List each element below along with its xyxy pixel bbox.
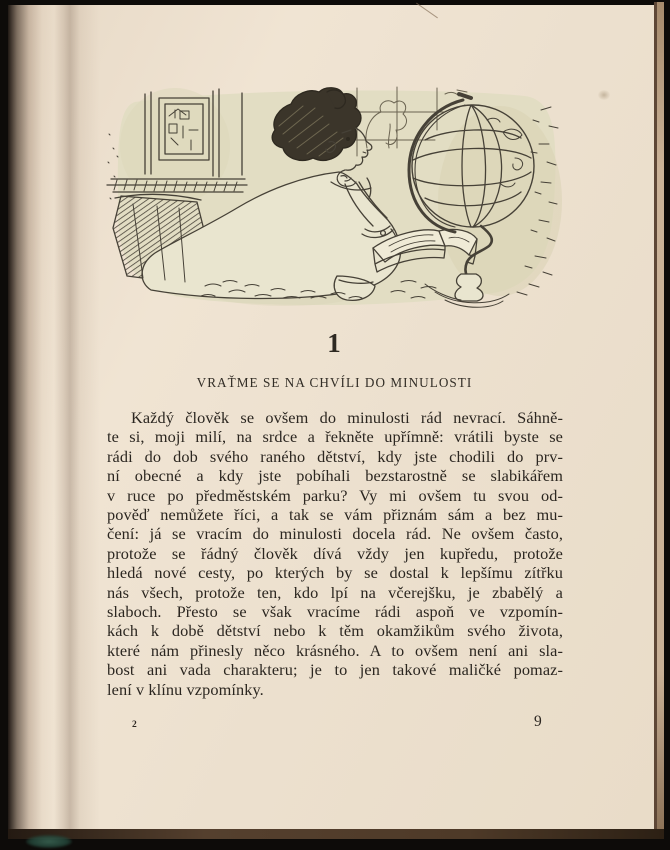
body-paragraph <box>107 408 563 699</box>
page-number: 9 <box>534 713 542 730</box>
body-line: Každý člověk se ovšem do minulosti rád nevrací. Sáhně- <box>131 408 563 427</box>
signature-mark: 2 <box>132 720 137 730</box>
body-line: protože se řádný člověk dívá vždy jen kupředu, protože <box>107 543 563 563</box>
body-line: v ruce po předměstském parku? Vy mi ovšem tu svou od- <box>107 485 563 505</box>
body-line: pověď nemůžete říci, a tak se vám přiznám sám a bez mu- <box>107 505 563 525</box>
page-edge-stack <box>657 2 664 838</box>
body-line: te si, moji milí, na srdce a řekněte upřímně: vrátili byste se <box>107 427 563 447</box>
body-line: bost ani vada charakteru; je to jen takové maličké pomaz- <box>107 660 563 680</box>
chapter-number: 1 <box>327 328 342 358</box>
paper-stain <box>598 90 610 100</box>
bookmark-stain <box>26 835 72 848</box>
body-line: kách k době dětství nebo k těm okamžikům svého života, <box>107 621 563 641</box>
body-line: které nám přinesly něco krásného. A to ovšem není ani sla- <box>107 640 563 660</box>
body-line: hledá nové cesty, po kterých by se dostal k lepšímu zítřku <box>107 563 563 583</box>
body-line: slaboch. Přesto se však vracíme rádi aspoň ve vzpomín- <box>107 602 563 622</box>
body-line: nás všech, protože ten, kdo lpí na včerejšku, je zbabělý a <box>107 582 563 602</box>
body-line: lení v klínu vzpomínky. <box>107 679 264 699</box>
body-line: čení: já se vracím do minulosti docela rád. Ne ovšem často, <box>107 524 563 544</box>
book-cover-edge <box>8 829 664 839</box>
chapter-title: VRAŤME SE NA CHVÍLI DO MINULOSTI <box>196 375 473 390</box>
body-line: ní obecné a kdy jste pobíhali bezstarostně se slabikářem <box>107 466 563 486</box>
chapter-illustration <box>105 86 565 311</box>
body-line: rádi do dob svého raného dětství, kdy jste chodili do prv- <box>107 446 563 466</box>
